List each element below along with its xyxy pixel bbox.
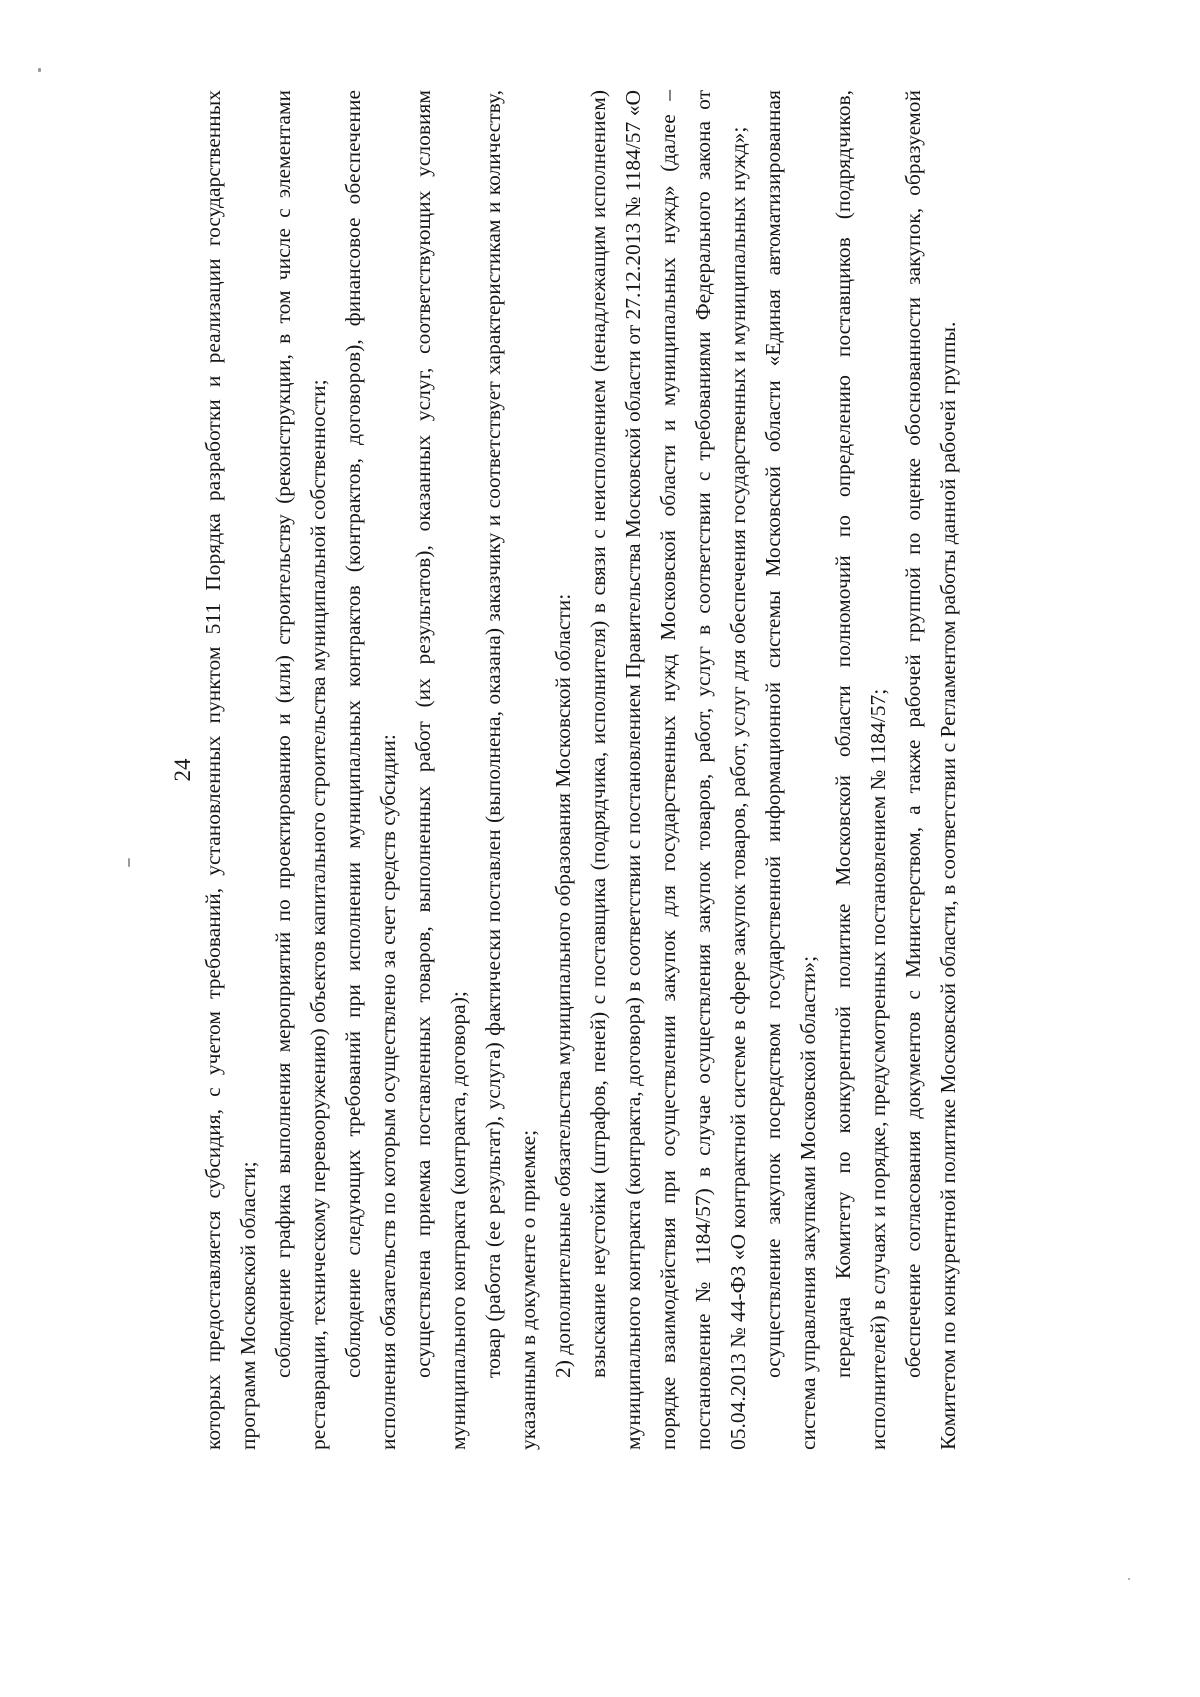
paragraph: осуществление закупок посредством государственной информационной системы Московской области «Единая автоматизированная система управления закупками Московской области»; [761, 90, 820, 1450]
paragraph: соблюдение графика выполнения мероприятий по проектированию и (или) строительству (реконструкции, в том числе с элементами реставрации, техническому перевооружению) объектов капитального строительства муниципальной собственности; [271, 90, 330, 1450]
rotated-content [170, 90, 1060, 1450]
scan-speck [38, 68, 41, 72]
scan-speck [1128, 1578, 1130, 1580]
paragraph: передача Комитету по конкурентной политике Московской области полномочий по определению поставщиков (подрядчиков, исполнителей) в случаях и порядке, предусмотренных постановлением № 1184/57; [831, 90, 890, 1450]
page-number: 24 [170, 758, 195, 782]
document-body [196, 90, 966, 1450]
paragraph: которых предоставляется субсидия, с учетом требований, установленных пунктом 511 Порядка разработки и реализации государственных программ Московской области; [201, 90, 260, 1450]
paragraph: обеспечение согласования документов с Министерством, а также рабочей группой по оценке обоснованности закупок, образуемой Комитетом по конкурентной политике Московской области, в соответствии с Регламентом работы данной рабочей группы. [901, 90, 960, 1450]
paragraph: осуществлена приемка поставленных товаров, выполненных работ (их результатов), оказанных услуг, соответствующих условиям муниципального контракта (контракта, договора); [411, 90, 470, 1450]
paragraph: соблюдение следующих требований при исполнении муниципальных контрактов (контрактов, договоров), финансовое обеспечение исполнения обязательств по которым осуществлено за счет средств субсидии: [341, 90, 400, 1450]
scan-speck [128, 858, 130, 867]
paragraph: товар (работа (ее результат), услуга) фактически поставлен (выполнена, оказана) заказчику и соответствует характеристикам и количеству, указанным в документе о приемке; [481, 90, 540, 1450]
paragraph: 2) дополнительные обязательства муниципального образования Московской области: [551, 593, 575, 1378]
paragraph: взыскание неустойки (штрафов, пеней) с поставщика (подрядчика, исполнителя) в связи с неисполнением (ненадлежащим исполнением) муниципального контракта (контракта, договора) в соответствии с постановлением Правительства Московской области от 27.12.2013 № 1184/57 «О порядке взаимодействия при осуществлении закупок для государственных нужд Московской области и муниципальных нужд» (далее – постановление № 1184/57) в случае осуществления закупок товаров, работ, услуг в соответствии с требованиями Федерального закона от 05.04.2013 № 44-ФЗ «О контрактной системе в сфере закупок товаров, работ, услуг для обеспечения государственных и муниципальных нужд»; [586, 90, 750, 1450]
